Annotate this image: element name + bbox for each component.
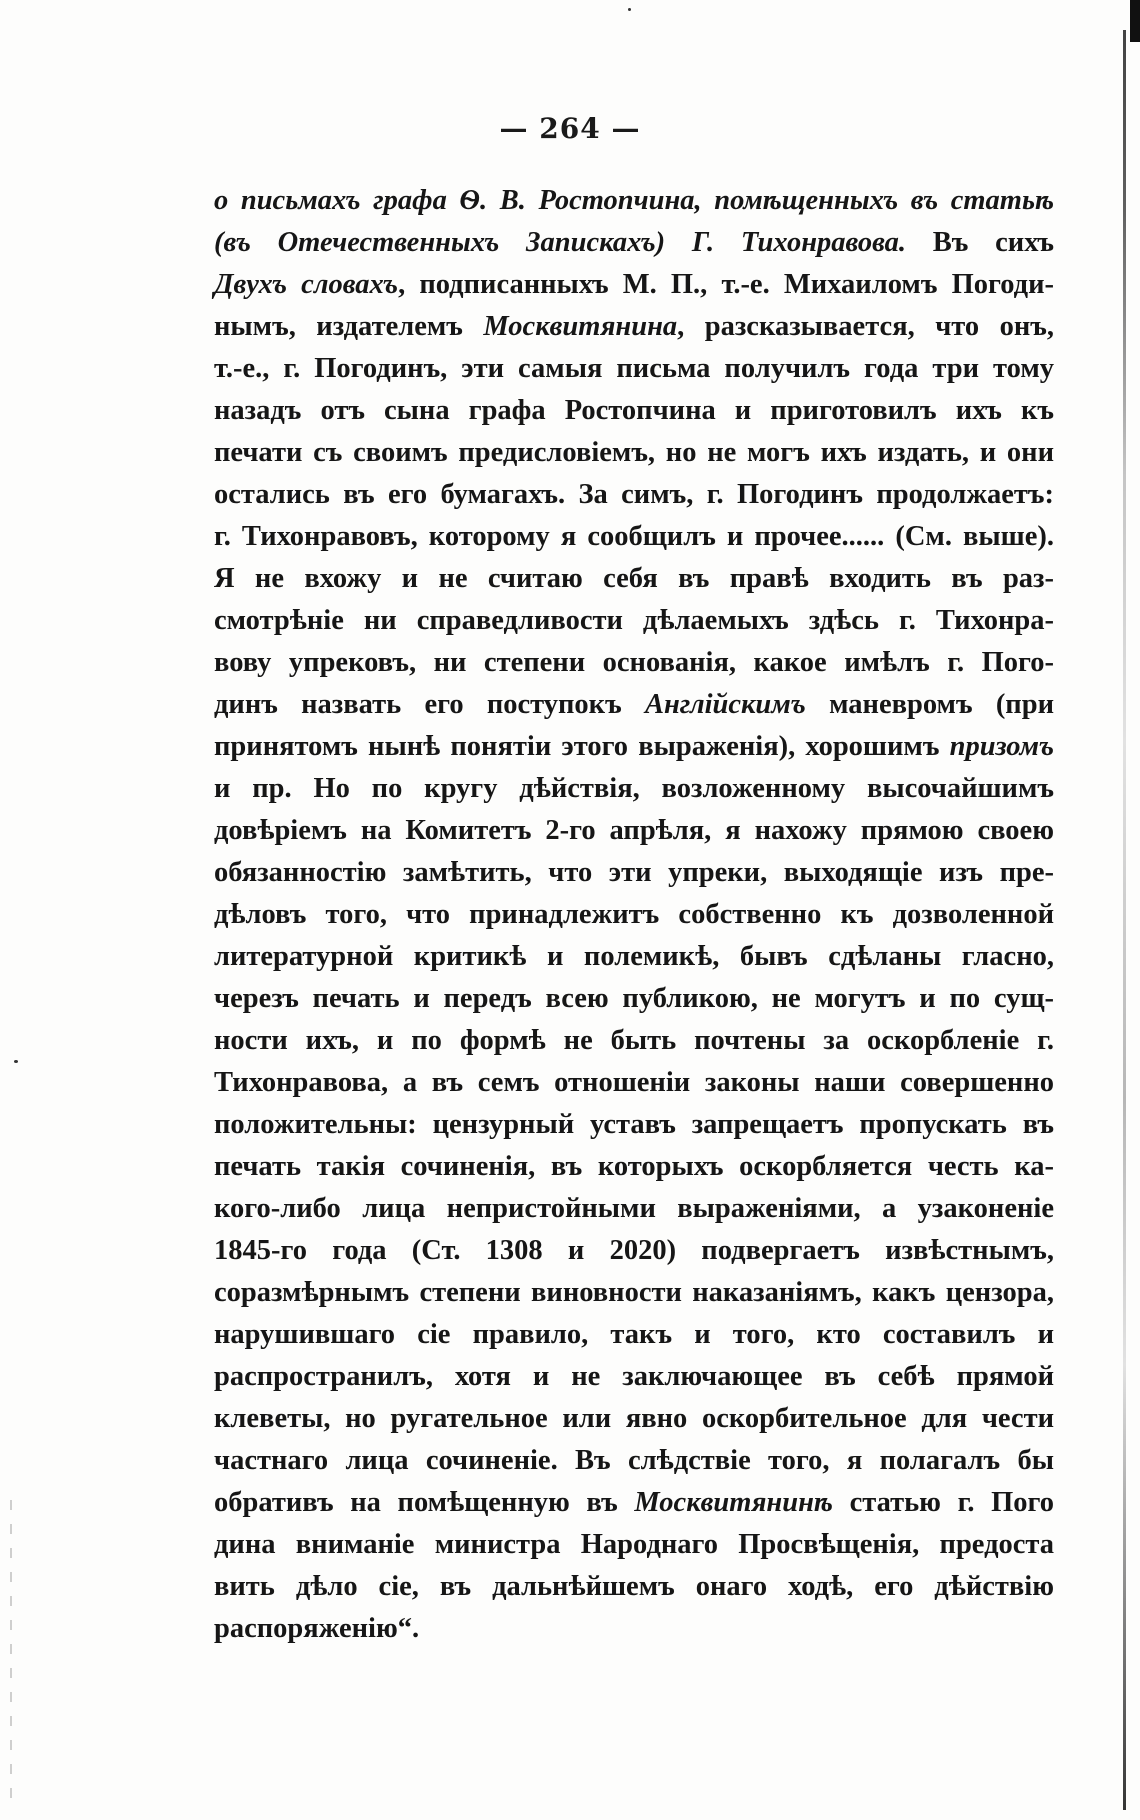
- text-line: [214, 180, 1054, 222]
- text-line: [214, 1398, 1054, 1440]
- text-line: [214, 1020, 1054, 1062]
- text-line: [214, 264, 1054, 306]
- text-segment: распространилъ, хотя и не заключающее въ себѣ прямой: [214, 1361, 1054, 1392]
- text-segment: литературной критикѣ и полемикѣ, бывъ сдѣланы гласно,: [214, 941, 1054, 972]
- text-line: [214, 558, 1054, 600]
- text-segment: вить дѣло сіе, въ дальнѣйшемъ онаго ходѣ, его дѣйствію: [214, 1571, 1054, 1602]
- text-line: [214, 936, 1054, 978]
- text-segment: частнаго лица сочиненіе. Въ слѣдствіе того, я полагалъ бы: [214, 1445, 1054, 1476]
- text-line: [214, 222, 1054, 264]
- italic-text: призомъ: [949, 731, 1054, 762]
- text-segment: и пр. Но по кругу дѣйствія, возложенному высочайшимъ: [214, 773, 1054, 804]
- text-segment: кого-либо лица непристойными выраженіями, а узаконеніе: [214, 1193, 1054, 1224]
- text-line: [214, 1566, 1054, 1608]
- italic-text: Москвитянинѣ: [634, 1487, 833, 1518]
- text-segment: , подписанныхъ М. П., т.-е. Михаиломъ Погоди-: [398, 269, 1055, 300]
- text-line: [214, 768, 1054, 810]
- text-line: [214, 516, 1054, 558]
- text-segment: остались въ его бумагахъ. За симъ, г. Погодинъ продолжаетъ:: [214, 479, 1054, 510]
- text-segment: ности ихъ, и по формѣ не быть почтены за оскорбленіе г.: [214, 1025, 1054, 1056]
- italic-text: о письмахъ графа Ѳ. В. Ростопчина, помѣщенныхъ въ статьѣ: [214, 185, 1054, 216]
- scan-edge-right: [1123, 30, 1126, 1810]
- text-line: [214, 726, 1054, 768]
- scan-speck: [14, 1060, 18, 1063]
- text-line: [214, 1314, 1054, 1356]
- italic-text: (въ Отечественныхъ Запискахъ) Г. Тихонравова.: [214, 227, 907, 258]
- text-line: [214, 1230, 1054, 1272]
- text-segment: дина вниманіе министра Народнаго Просвѣщенія, предоста: [214, 1529, 1054, 1560]
- text-line: [214, 1482, 1054, 1524]
- text-line: [214, 1356, 1054, 1398]
- text-line: [214, 810, 1054, 852]
- text-segment: , разсказывается, что онъ,: [677, 311, 1055, 342]
- text-segment: 1845-го года (Ст. 1308 и 2020) подвергаетъ извѣстнымъ,: [214, 1235, 1054, 1266]
- text-segment: маневромъ (при: [805, 689, 1055, 720]
- text-line: [214, 1188, 1054, 1230]
- text-line: [214, 1062, 1054, 1104]
- text-line: [214, 642, 1054, 684]
- text-line: [214, 1440, 1054, 1482]
- text-segment: т.-е., г. Погодинъ, эти самыя письма получилъ года три тому: [214, 353, 1054, 384]
- text-segment: назадъ отъ сына графа Ростопчина и приготовилъ ихъ къ: [214, 395, 1054, 426]
- text-segment: обязанностію замѣтить, что эти упреки, выходящіе изъ пре-: [214, 857, 1054, 888]
- text-segment: нарушившаго сіе правило, такъ и того, кто составилъ и: [214, 1319, 1054, 1350]
- scan-edge-left: [10, 1500, 12, 1800]
- text-line: [214, 390, 1054, 432]
- text-segment: дѣловъ того, что принадлежитъ собственно къ дозволенной: [214, 899, 1054, 930]
- text-segment: Я не вхожу и не считаю себя въ правѣ входить въ раз-: [214, 563, 1054, 594]
- text-segment: положительны: цензурный уставъ запрещаетъ пропускать въ: [214, 1109, 1054, 1140]
- text-line: [214, 978, 1054, 1020]
- text-line: [214, 600, 1054, 642]
- text-segment: г. Тихонравовъ, которому я сообщилъ и прочее...... (См. выше).: [214, 521, 1054, 552]
- text-segment: соразмѣрнымъ степени виновности наказаніямъ, какъ цензора,: [214, 1277, 1054, 1308]
- text-line: [214, 1104, 1054, 1146]
- italic-text: Москвитянина: [483, 311, 678, 342]
- text-segment: печати съ своимъ предисловіемъ, но не могъ ихъ издать, и они: [214, 437, 1054, 468]
- text-line: [214, 306, 1054, 348]
- text-line: [214, 852, 1054, 894]
- text-line: [214, 1608, 1054, 1650]
- text-segment: обративъ на помѣщенную въ: [214, 1487, 635, 1518]
- text-line: [214, 1524, 1054, 1566]
- scan-speck: [628, 8, 631, 11]
- text-line: [214, 894, 1054, 936]
- italic-text: Англійскимъ: [644, 689, 806, 720]
- text-segment: смотрѣніе ни справедливости дѣлаемыхъ здѣсь г. Тихонра-: [214, 605, 1054, 636]
- text-segment: черезъ печать и передъ всею публикою, не могутъ и по сущ-: [214, 983, 1054, 1014]
- text-segment: принятомъ нынѣ понятіи этого выраженія), хорошимъ: [214, 731, 950, 762]
- text-segment: статью г. Пого: [832, 1487, 1054, 1518]
- text-segment: Тихонравова, а въ семъ отношеніи законы наши совершенно: [214, 1067, 1054, 1098]
- text-line: [214, 432, 1054, 474]
- text-segment: Въ сихъ: [906, 227, 1054, 258]
- text-line: [214, 474, 1054, 516]
- text-segment: довѣріемъ на Комитетъ 2-го апрѣля, я нахожу прямою своею: [214, 815, 1054, 846]
- page-number: — 264 —: [499, 112, 641, 145]
- text-segment: динъ назвать его поступокъ: [214, 689, 645, 720]
- text-line: [214, 684, 1054, 726]
- text-segment: нымъ, издателемъ: [214, 311, 484, 342]
- text-line: [214, 1146, 1054, 1188]
- italic-text: Двухъ словахъ: [214, 269, 399, 300]
- text-segment: клеветы, но ругательное или явно оскорбительное для чести: [214, 1403, 1054, 1434]
- text-segment: вову упрековъ, ни степени основанія, какое имѣлъ г. Пого-: [214, 647, 1054, 678]
- text-line: [214, 348, 1054, 390]
- text-segment: распоряженію“.: [214, 1613, 420, 1644]
- body-text: [214, 180, 1054, 1650]
- text-line: [214, 1272, 1054, 1314]
- scan-edge-top-right: [1130, 0, 1140, 42]
- text-segment: печать такія сочиненія, въ которыхъ оскорбляется честь ка-: [214, 1151, 1054, 1182]
